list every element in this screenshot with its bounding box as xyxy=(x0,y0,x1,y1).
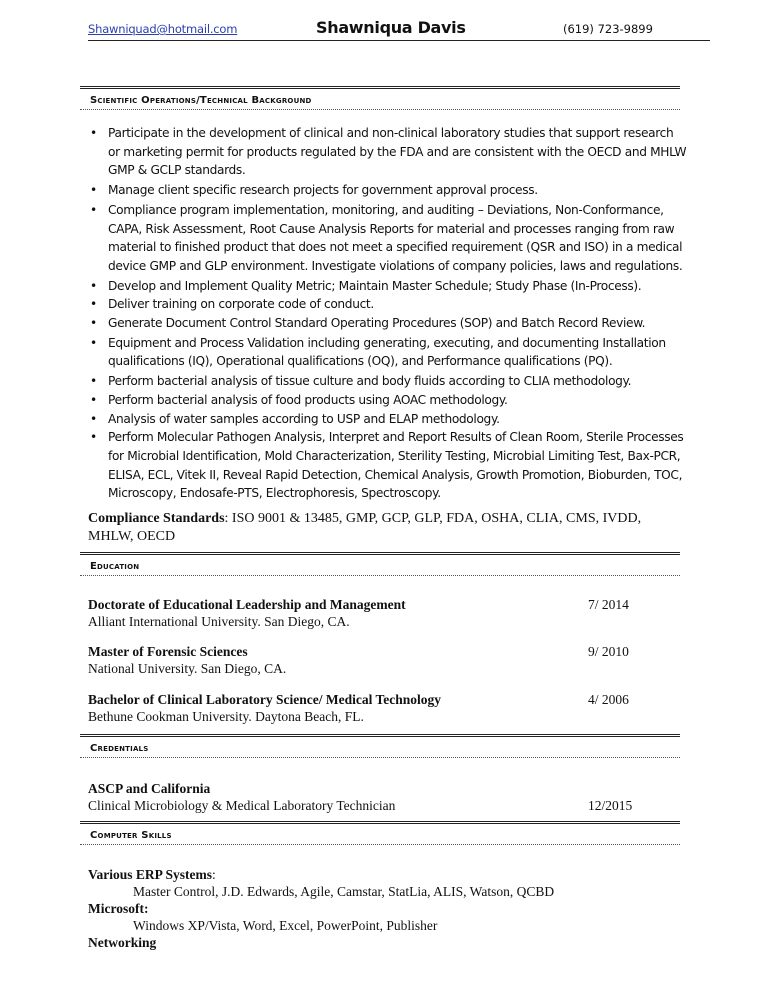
list-item: • Manage client specific research projects for government approval process. xyxy=(88,181,688,200)
email-link[interactable]: Shawniquad@hotmail.com xyxy=(88,22,238,36)
resume-header xyxy=(88,20,710,41)
list-item: • Analysis of water samples according to USP and ELAP methodology. xyxy=(88,410,688,429)
list-item: • Develop and Implement Quality Metric; Maintain Master Schedule; Study Phase (In-Process). xyxy=(88,277,688,296)
list-item: • Perform bacterial analysis of food products using AOAC methodology. xyxy=(88,391,688,410)
school: National University. San Diego, CA. xyxy=(88,661,287,676)
microsoft-label: Microsoft: xyxy=(88,901,149,916)
section-scientific-header xyxy=(80,86,680,110)
candidate-name: Shawniqua Davis xyxy=(316,18,466,37)
erp-label: Various ERP Systems xyxy=(88,867,213,882)
date: 7/ 2014 xyxy=(588,597,629,612)
phone-number: (619) 723-9899 xyxy=(563,22,653,36)
section-computer-header xyxy=(80,821,680,845)
section-title: Computer Skills xyxy=(80,824,680,845)
school: Alliant International University. San Diego, CA. xyxy=(88,614,350,629)
credential-detail: Clinical Microbiology & Medical Laboratory Technician xyxy=(88,798,396,813)
list-item: • Perform bacterial analysis of tissue culture and body fluids according to CLIA methodology. xyxy=(88,372,688,391)
compliance-text: : ISO 9001 & 13485, GMP, GCP, GLP, FDA, OSHA, CLIA, CMS, IVDD, MHLW, OECD xyxy=(88,511,642,544)
credential-name: ASCP and California xyxy=(88,781,211,796)
list-item: • Compliance program implementation, monitoring, and auditing – Deviations, Non-Conformance, CAPA, Risk Assessment, Root Cause Analysis Reports for material and processes ranging from raw material to finished product that does not meet a specified requirement (QSR and ISO) in a medical device GMP and GLP environment. Investigate violations of company policies, laws and regulations. xyxy=(88,201,688,276)
microsoft-list: Windows XP/Vista, Word, Excel, PowerPoint, Publisher xyxy=(133,918,438,933)
degree: Doctorate of Educational Leadership and Management xyxy=(88,597,406,612)
list-item: • Equipment and Process Validation including generating, executing, and documenting Installation qualifications (IQ), Operational qualifications (OQ), and Performance qualifications (PQ). xyxy=(88,334,688,371)
section-title: Education xyxy=(80,555,680,576)
list-item: • Generate Document Control Standard Operating Procedures (SOP) and Batch Record Review. xyxy=(88,314,688,333)
section-credentials-header xyxy=(80,734,680,758)
date: 12/2015 xyxy=(588,798,633,813)
scientific-bullet-list xyxy=(88,124,688,503)
section-education-header xyxy=(80,552,680,576)
computer-skills xyxy=(88,866,708,951)
section-title: Scientific Operations/Technical Background xyxy=(80,89,680,110)
colon: : xyxy=(212,867,216,882)
date: 9/ 2010 xyxy=(588,644,629,659)
degree: Master of Forensic Sciences xyxy=(88,644,248,659)
networking-label: Networking xyxy=(88,935,157,950)
education-entry xyxy=(88,691,648,725)
school: Bethune Cookman University. Daytona Beach, FL. xyxy=(88,709,364,724)
compliance-standards xyxy=(88,510,658,546)
degree: Bachelor of Clinical Laboratory Science/ Medical Technology xyxy=(88,692,441,707)
erp-list: Master Control, J.D. Edwards, Agile, Camstar, StatLia, ALIS, Watson, QCBD xyxy=(133,884,555,899)
date: 4/ 2006 xyxy=(588,692,629,707)
section-title: Credentials xyxy=(80,737,680,758)
education-entry xyxy=(88,596,648,630)
list-item: • Deliver training on corporate code of conduct. xyxy=(88,295,688,314)
education-entry xyxy=(88,643,648,677)
credential-entry xyxy=(88,780,648,814)
compliance-label: Compliance Standards xyxy=(88,511,225,526)
list-item: • Perform Molecular Pathogen Analysis, Interpret and Report Results of Clean Room, Sterile Processes for Microbial Identification, Mold Characterization, Sterility Testing, Microbial Limiting Test, Bax-PCR, ELISA, ECL, Vitek II, Reveal Rapid Detection, Chemical Analysis, Growth Promotion, Bioburden, TOC, Microscopy, Endosafe-PTS, Electrophoresis, Spectroscopy. xyxy=(88,428,688,503)
list-item: • Participate in the development of clinical and non-clinical laboratory studies that support research or marketing permit for products regulated by the FDA and are consistent with the OECD and MHLW GMP & GCLP standards. xyxy=(88,124,688,180)
